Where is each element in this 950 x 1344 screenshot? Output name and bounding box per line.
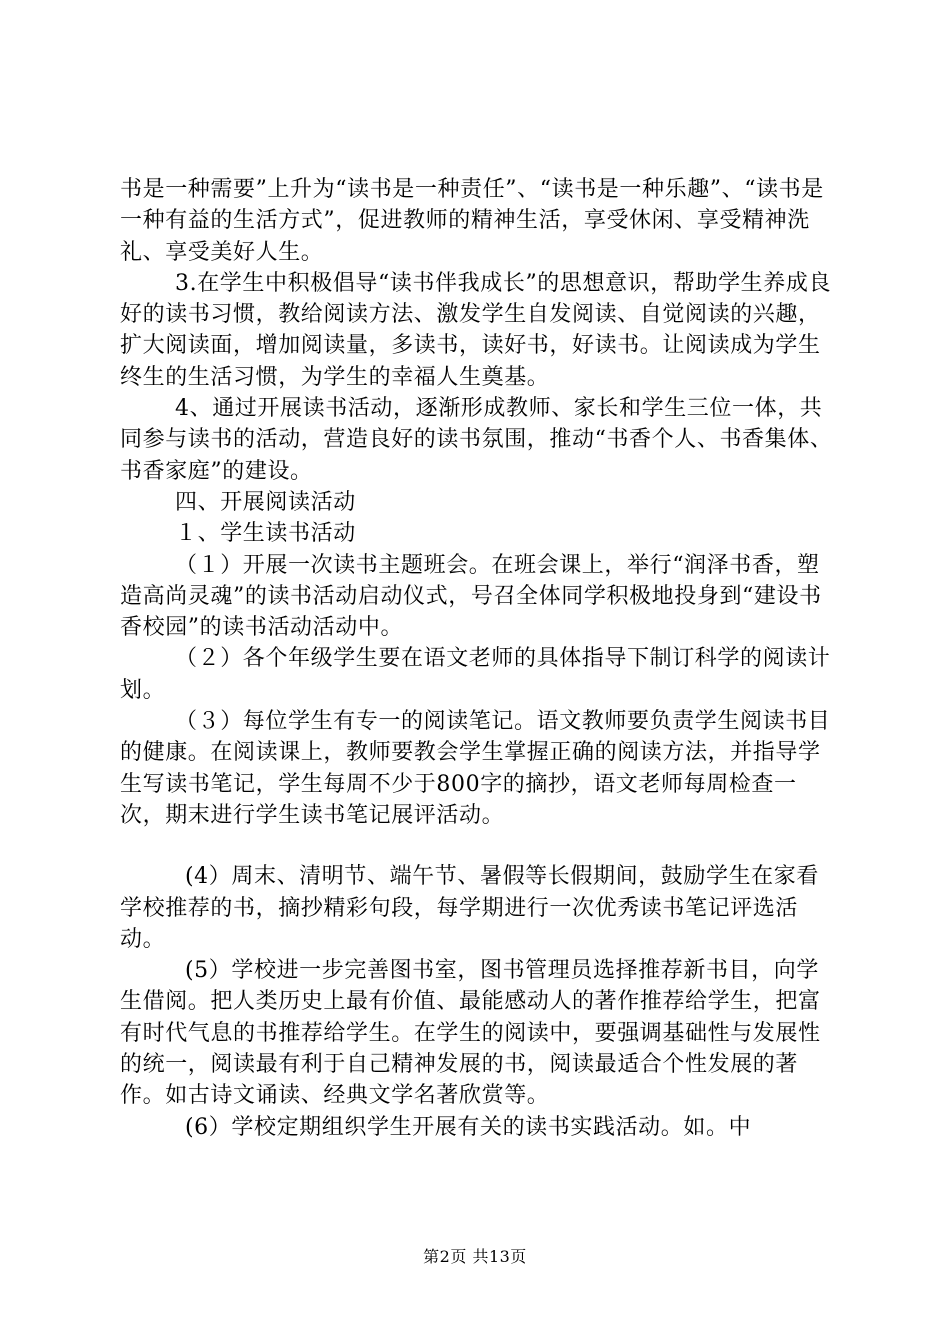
section-heading-reading-activities: 四、开展阅读活动	[175, 489, 356, 515]
list-item-theme-class-meeting: （１）开展一次读书主题班会。在班会课上，举行“润泽书香，塑造高尚灵魂”的读书活动启动仪式，号召全体同学积极地投身到“建设书香校园”的读书活动活动中。	[120, 552, 822, 641]
page-number-footer: 第2页 共13页	[423, 1247, 527, 1266]
list-item-reading-plan: （２）各个年级学生要在语文老师的具体指导下制订科学的阅读计划。	[120, 646, 831, 703]
paragraph-family-reading: 4、通过开展读书活动，逐渐形成教师、家长和学生三位一体，共同参与读书的活动，营造良好的读书氛围，推动“书香个人、书香集体、书香家庭”的建设。	[120, 396, 833, 484]
paragraph-gap	[120, 831, 838, 861]
list-item-practice-activities: (6）学校定期组织学生开展有关的读书实践活动。如。中	[185, 1114, 752, 1140]
list-item-reading-notes: （３）每位学生有专一的阅读笔记。语文教师要负责学生阅读书目的健康。在阅读课上，教师要教会学生掌握正确的阅读方法，并指导学生写读书笔记，学生每周不少于800字的摘抄，语文老师每周检查一次，期末进行学生读书笔记展评活动。	[120, 709, 831, 828]
list-item-library: (5）学校进一步完善图书室，图书管理员选择推荐新书目，向学生借阅。把人类历史上最有价值、最能感动人的著作推荐给学生，把富有时代气息的书推荐给学生。在学生的阅读中，要强调基础性与发展性的统一，阅读最有利于自己精神发展的书，阅读最适合个性发展的著作。如古诗文诵读、经典文学名著欣赏等。	[120, 958, 821, 1109]
paragraph-teacher-reading-goals: 书是一种需要”上升为“读书是一种责任”、“读书是一种乐趣”、“读书是一种有益的生活方式”，促进教师的精神生活，享受休闲、享受精神洗礼、享受美好人生。	[120, 177, 824, 265]
paragraph-student-reading-habits: 3.在学生中积极倡导“读书伴我成长”的思想意识，帮助学生养成良好的读书习惯，教给阅读方法、激发学生自发阅读、自觉阅读的兴趣，扩大阅读面，增加阅读量，多读书，读好书，好读书。让阅读成为学生终生的生活习惯，为学生的幸福人生奠基。	[120, 270, 832, 390]
subsection-heading-student-activities: １、学生读书活动	[175, 521, 356, 547]
list-item-holiday-reading: (4）周末、清明节、端午节、暑假等长假期间，鼓励学生在家看学校推荐的书，摘抄精彩句段，每学期进行一次优秀读书笔记评选活动。	[120, 864, 819, 952]
document-body	[120, 174, 838, 1143]
